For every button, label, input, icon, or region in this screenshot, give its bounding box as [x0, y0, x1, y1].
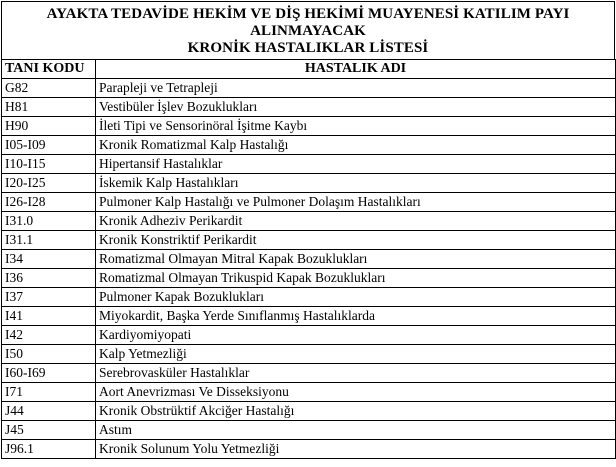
table-row	[2, 155, 616, 174]
disease-name-cell: Serebrovasküler Hastalıklar	[96, 364, 616, 383]
diagnosis-code-cell: I71	[2, 383, 96, 402]
table-row	[2, 421, 616, 440]
diagnosis-code-cell: I37	[2, 288, 96, 307]
diagnosis-code-cell: I10-I15	[2, 155, 96, 174]
diagnosis-code-cell: G82	[2, 79, 96, 98]
table-row	[2, 269, 616, 288]
table-row	[2, 174, 616, 193]
table-row	[2, 402, 616, 421]
table-row	[2, 193, 616, 212]
disease-name-cell: Miyokardit, Başka Yerde Sınıflanmış Hastalıklarda	[96, 307, 616, 326]
table-row	[2, 79, 616, 98]
table-row	[2, 383, 616, 402]
table-row	[2, 136, 616, 155]
diagnosis-code-cell: H81	[2, 98, 96, 117]
table-row	[2, 212, 616, 231]
diagnosis-code-cell: I36	[2, 269, 96, 288]
disease-name-cell: Kronik Adheziv Perikardit	[96, 212, 616, 231]
diagnosis-code-cell: I34	[2, 250, 96, 269]
disease-name-cell: Kronik Obstrüktif Akciğer Hastalığı	[96, 402, 616, 421]
table-row	[2, 440, 616, 459]
disease-name-cell: Kardiyomiyopati	[96, 326, 616, 345]
table-row	[2, 288, 616, 307]
disease-name-cell: Astım	[96, 421, 616, 440]
table-row	[2, 117, 616, 136]
table-row	[2, 307, 616, 326]
table-row	[2, 364, 616, 383]
diagnosis-code-cell: I05-I09	[2, 136, 96, 155]
diagnosis-code-cell: H90	[2, 117, 96, 136]
title-line-1: AYAKTA TEDAVİDE HEKİM VE DİŞ HEKİMİ MUAYENESİ KATILIM PAYI	[46, 6, 570, 22]
disease-name-cell: Aort Anevrizması Ve Disseksiyonu	[96, 383, 616, 402]
disease-name-cell: Romatizmal Olmayan Mitral Kapak Bozuklukları	[96, 250, 616, 269]
diagnosis-code-cell: I26-I28	[2, 193, 96, 212]
table-header-row	[2, 60, 616, 79]
disease-name-cell: Kalp Yetmezliği	[96, 345, 616, 364]
disease-name-cell: Romatizmal Olmayan Trikuspid Kapak Bozuklukları	[96, 269, 616, 288]
diagnosis-code-cell: J45	[2, 421, 96, 440]
disease-name-cell: Vestibüler İşlev Bozuklukları	[96, 98, 616, 117]
diagnosis-code-cell: I42	[2, 326, 96, 345]
chronic-disease-table	[1, 59, 616, 459]
table-body	[2, 79, 616, 459]
disease-name-cell: İleti Tipi ve Sensorinöral İşitme Kaybı	[96, 117, 616, 136]
diagnosis-code-cell: I31.1	[2, 231, 96, 250]
table-row	[2, 345, 616, 364]
diagnosis-code-cell: I60-I69	[2, 364, 96, 383]
disease-name-cell: Pulmoner Kalp Hastalığı ve Pulmoner Dolaşım Hastalıkları	[96, 193, 616, 212]
diagnosis-code-cell: I20-I25	[2, 174, 96, 193]
table-row	[2, 250, 616, 269]
disease-name-cell: Parapleji ve Tetrapleji	[96, 79, 616, 98]
document-page	[1, 1, 615, 465]
table-row	[2, 98, 616, 117]
diagnosis-code-cell: I31.0	[2, 212, 96, 231]
header-diagnosis-code: TANI KODU	[2, 60, 96, 79]
table-row	[2, 231, 616, 250]
disease-name-cell: Kronik Romatizmal Kalp Hastalığı	[96, 136, 616, 155]
title-line-2: ALINMAYACAK	[250, 23, 366, 39]
diagnosis-code-cell: J96.1	[2, 440, 96, 459]
diagnosis-code-cell: I50	[2, 345, 96, 364]
disease-name-cell: Kronik Solunum Yolu Yetmezliği	[96, 440, 616, 459]
document-title	[1, 1, 615, 59]
diagnosis-code-cell: J44	[2, 402, 96, 421]
disease-name-cell: İskemik Kalp Hastalıkları	[96, 174, 616, 193]
header-disease-name: HASTALIK ADI	[96, 60, 616, 79]
table-row	[2, 326, 616, 345]
diagnosis-code-cell: I41	[2, 307, 96, 326]
title-line-3: KRONİK HASTALIKLAR LİSTESİ	[187, 40, 429, 56]
disease-name-cell: Kronik Konstriktif Perikardit	[96, 231, 616, 250]
disease-name-cell: Hipertansif Hastalıklar	[96, 155, 616, 174]
disease-name-cell: Pulmoner Kapak Bozuklukları	[96, 288, 616, 307]
